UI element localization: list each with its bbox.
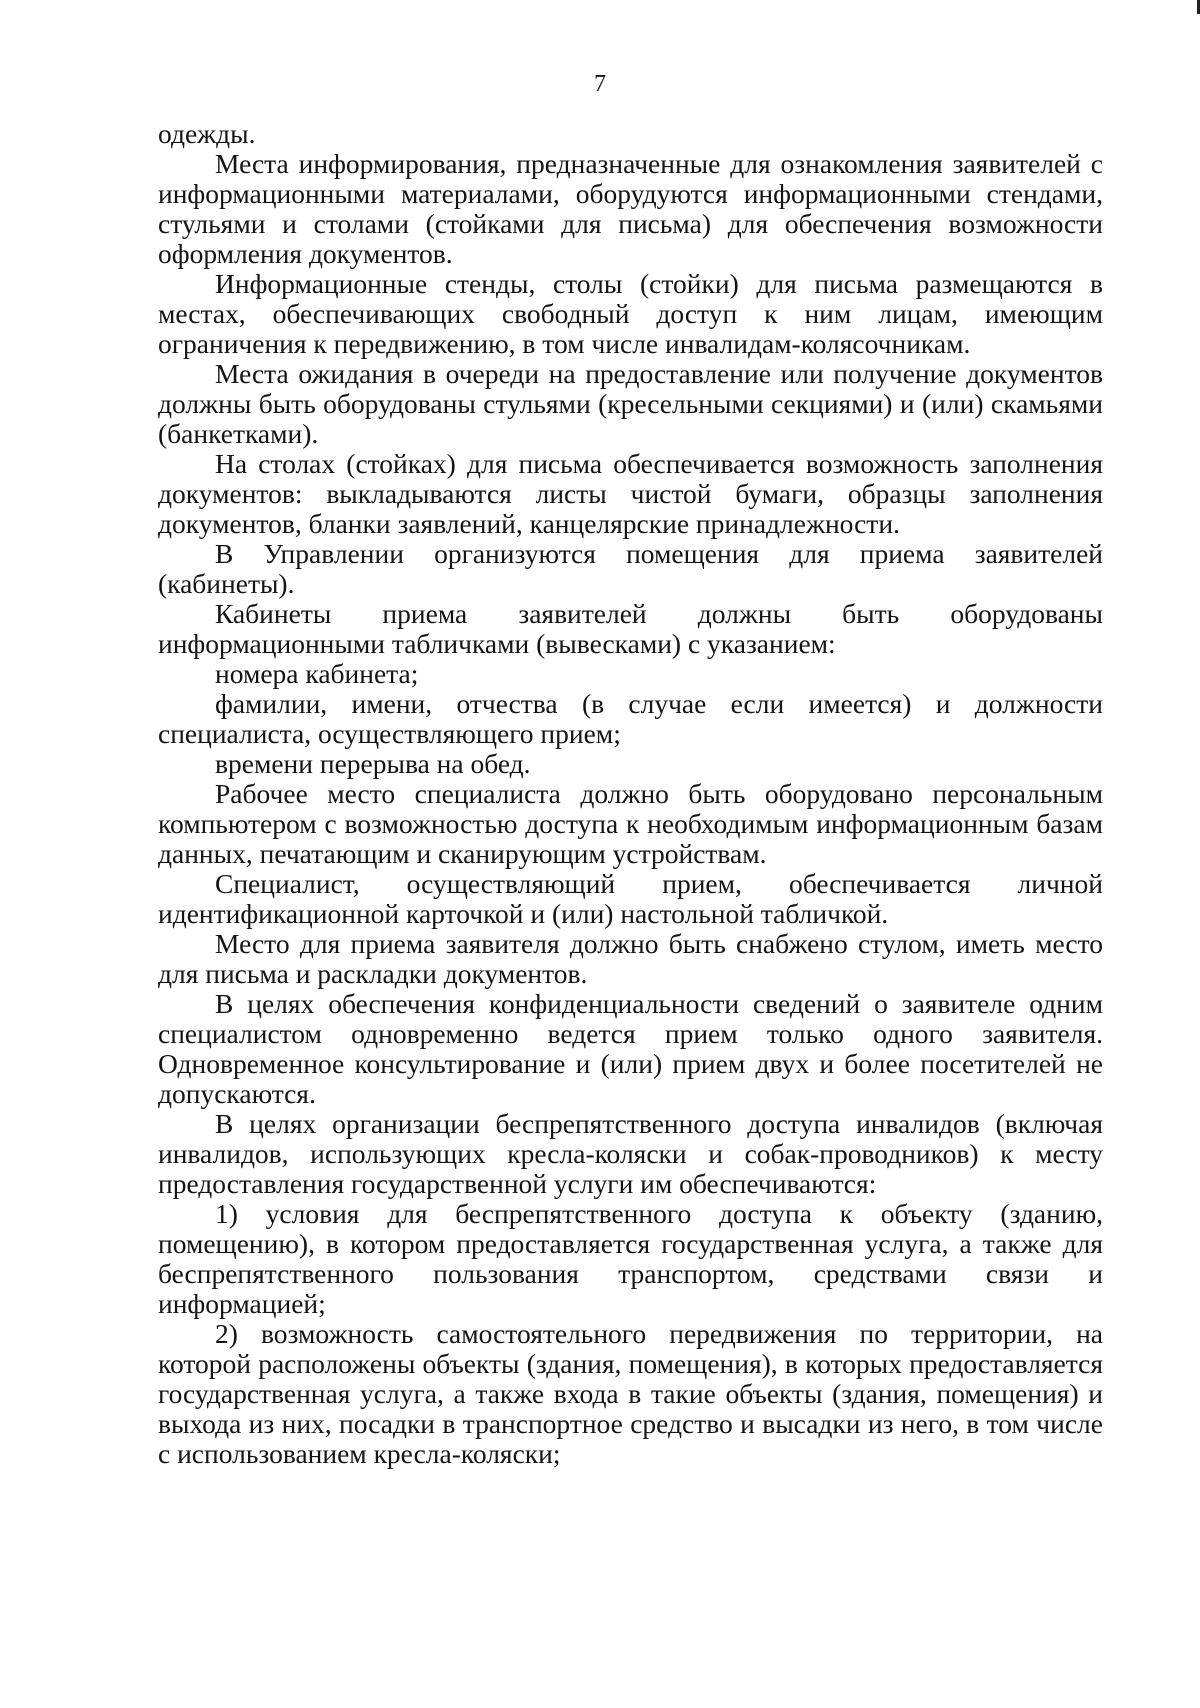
paragraph-information-stands: Информационные стенды, столы (стойки) для письма размещаются в местах, обеспечивающих свободный доступ к ним лицам, имеющим ограничения к передвижению, в том числе инвалидам-колясочникам.: [158, 268, 1103, 359]
paragraph-confidentiality: В целях обеспечения конфиденциальности сведений о заявителе одним специалистом одновременно ведется прием только одного заявителя. Одновременное консультирование и (или) прием двух и более посетителей не допускаются.: [158, 988, 1103, 1109]
paragraph-writing-tables: На столах (стойках) для письма обеспечивается возможность заполнения документов: выкладываются листы чистой бумаги, образцы заполнения документов, бланки заявлений, канцелярские принадлежности.: [158, 448, 1103, 539]
list-item-specialist-name: фамилии, имени, отчества (в случае если имеется) и должности специалиста, осуществляющего прием;: [158, 688, 1103, 749]
paragraph-waiting-places: Места ожидания в очереди на предоставление или получение документов должны быть оборудованы стульями (кресельными секциями) и (или) скамьями (банкетками).: [158, 358, 1103, 449]
paragraph-accessibility: В целях организации беспрепятственного доступа инвалидов (включая инвалидов, использующих кресла-коляски и собак-проводников) к месту предоставления государственной услуги им обеспечиваются:: [158, 1108, 1103, 1199]
paragraph-continuation: одежды.: [158, 118, 256, 149]
list-item-lunch-break: времени перерыва на обед.: [215, 748, 531, 779]
paragraph-workplace: Рабочее место специалиста должно быть оборудовано персональным компьютером с возможностью доступа к необходимым информационным базам данных, печатающим и сканирующим устройствам.: [158, 778, 1103, 869]
paragraph-id-card: Специалист, осуществляющий прием, обеспечивается личной идентификационной карточкой и (или) настольной табличкой.: [158, 868, 1103, 929]
paragraph-room-signs: Кабинеты приема заявителей должны быть оборудованы информационными табличками (вывесками) с указанием:: [158, 598, 1103, 659]
paragraph-information-places: Места информирования, предназначенные для ознакомления заявителей с информационными материалами, оборудуются информационными стендами, стульями и столами (стойками для письма) для обеспечения возможности оформления документов.: [158, 148, 1103, 269]
list-item-access-conditions: 1) условия для беспрепятственного доступа к объекту (зданию, помещению), в котором предоставляется государственная услуга, а также для беспрепятственного пользования транспортом, средствами связи и информацией;: [158, 1198, 1103, 1319]
document-body: [158, 119, 1103, 1469]
paragraph-reception-rooms: В Управлении организуются помещения для приема заявителей (кабинеты).: [158, 538, 1103, 599]
list-item-independent-movement: 2) возможность самостоятельного передвижения по территории, на которой расположены объекты (здания, помещения), в которых предоставляется государственная услуга, а также входа в такие объекты (здания, помещения) и выхода из них, посадки в транспортное средство и высадки из него, в том числе с использованием кресла-коляски;: [158, 1318, 1103, 1469]
list-item-room-number: номера кабинета;: [215, 658, 419, 689]
page-number: 7: [594, 71, 606, 97]
paragraph-reception-place: Место для приема заявителя должно быть снабжено стулом, иметь место для письма и раскладки документов.: [158, 928, 1103, 989]
